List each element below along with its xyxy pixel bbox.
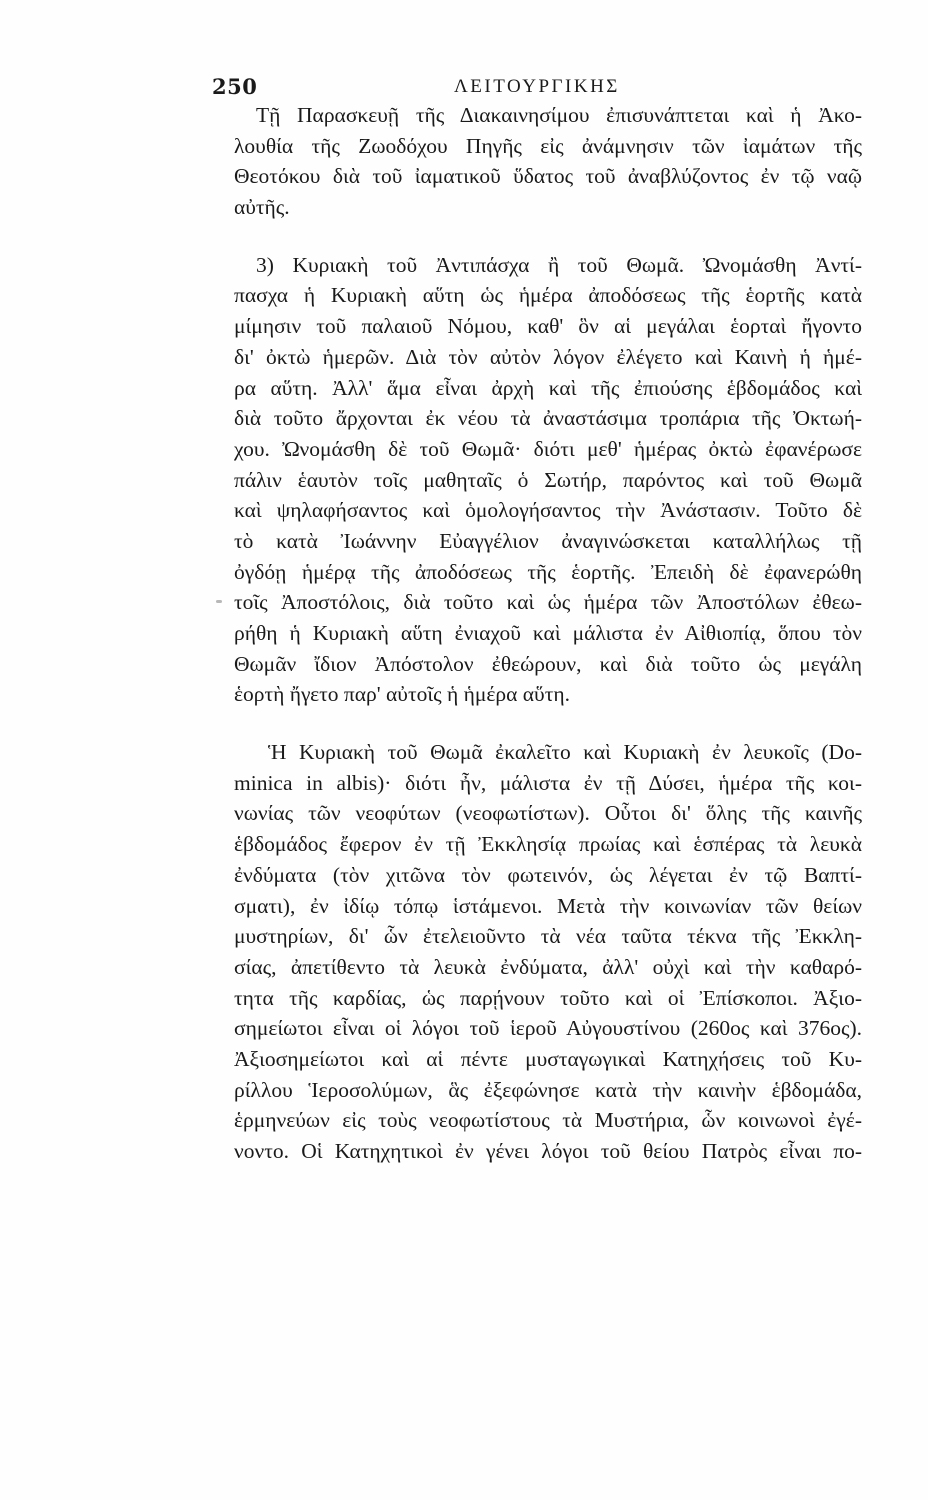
- text-line: τοῖς Ἀποστόλοις, διὰ τοῦτο καὶ ὡς ἡμέρα τῶν Ἀποστόλων ἐθεω-: [234, 590, 862, 615]
- text-line: μίμησιν τοῦ παλαιοῦ Νόμου, καθ' ὃν αἱ μεγάλαι ἑορταὶ ἤγοντο: [234, 314, 862, 339]
- text-line: χου. Ὠνομάσθη δὲ τοῦ Θωμᾶ· διότι μεθ' ἡμέρας ὀκτὼ ἐφανέρωσε: [234, 436, 862, 461]
- paragraph-gap: [234, 223, 862, 250]
- text-line: τὸ κατὰ Ἰωάννην Εὐαγγέλιον ἀναγινώσκεται καταλλήλως τῇ: [234, 528, 862, 553]
- running-title: ΛΕΙΤΟΥΡΓΙΚΗΣ: [454, 76, 620, 97]
- ink-mark: [216, 600, 222, 603]
- text-line: πασχα ἡ Κυριακὴ αὕτη ὡς ἡμέρα ἀποδόσεως τῆς ἑορτῆς κατὰ: [234, 283, 862, 308]
- text-line: νωνίας τῶν νεοφύτων (νεοφωτίστων). Οὗτοι δι' ὅλης τῆς καινῆς: [234, 801, 862, 826]
- text-line: λουθία τῆς Ζωοδόχου Πηγῆς εἰς ἀνάμνησιν τῶν ἰαμάτων τῆς: [234, 133, 862, 158]
- text-line: σημείωτοι εἶναι οἱ λόγοι τοῦ ἱεροῦ Αὐγουστίνου (260ος καὶ 376ος).: [234, 1016, 862, 1041]
- text-line: ἑορτὴ ἤγετο παρ' αὐτοῖς ἡ ἡμέρα αὕτη.: [234, 682, 570, 707]
- text-line: Θεοτόκου διὰ τοῦ ἰαματικοῦ ὕδατος τοῦ ἀναβλύζοντος ἐν τῷ ναῷ: [234, 164, 862, 189]
- text-line: τητα τῆς καρδίας, ὡς παρῄνουν τοῦτο καὶ οἱ Ἐπίσκοποι. Ἀξιο-: [234, 985, 862, 1010]
- paragraph-gap: [234, 710, 862, 737]
- text-line: ρήθη ἡ Κυριακὴ αὕτη ἐνιαχοῦ καὶ μάλιστα ἐν Αἰθιοπίᾳ, ὅπου τὸν: [234, 621, 862, 645]
- text-line: αὐτῆς.: [234, 195, 290, 220]
- text-line: ἑρμηνεύων εἰς τοὺς νεοφωτίστους τὰ Μυστήρια, ὧν κοινωνοὶ ἐγέ-: [234, 1108, 862, 1133]
- text-line: σίας, ἀπετίθεντο τὰ λευκὰ ἐνδύματα, ἀλλ' οὐχὶ καὶ τὴν καθαρό-: [234, 954, 862, 979]
- text-line: καὶ ψηλαφήσαντος καὶ ὁμολογήσαντος τὴν Ἀνάστασιν. Τοῦτο δὲ: [234, 498, 862, 523]
- text-line: ρίλλου Ἱεροσολύμων, ἃς ἐξεφώνησε κατὰ τὴν καινὴν ἑβδομάδα,: [234, 1077, 862, 1102]
- text-line: Ἀξιοσημείωτοι καὶ αἱ πέντε μυσταγωγικαὶ Κατηχήσεις τοῦ Κυ-: [234, 1046, 862, 1071]
- text-line: ἐνδύματα (τὸν χιτῶνα τὸν φωτεινόν, ὡς λέγεται ἐν τῷ Βαπτί-: [234, 862, 862, 887]
- text-line: νοντο. Οἱ Κατηχητικοὶ ἐν γένει λόγοι τοῦ θείου Πατρὸς εἶναι πο-: [234, 1139, 862, 1163]
- text-line: διὰ τοῦτο ἄρχονται ἐκ νέου τὰ ἀναστάσιμα τροπάρια τῆς Ὀκτωή-: [234, 406, 862, 431]
- page-number: 250: [212, 74, 258, 99]
- text-line: ρα αὕτη. Ἀλλ' ἅμα εἶναι ἀρχὴ καὶ τῆς ἐπιούσης ἑβδομάδος καὶ: [234, 375, 862, 400]
- text-line: σματι), ἐν ἰδίῳ τόπῳ ἱστάμενοι. Μετὰ τὴν κοινωνίαν τῶν θείων: [234, 893, 862, 918]
- body-text: [234, 100, 862, 1167]
- text-line: Ἡ Κυριακὴ τοῦ Θωμᾶ ἐκαλεῖτο καὶ Κυριακὴ ἐν λευκοῖς (Do-: [268, 740, 862, 765]
- text-line: Τῇ Παρασκευῇ τῆς Διακαινησίμου ἐπισυνάπτεται καὶ ἡ Ἀκο-: [256, 103, 862, 127]
- text-line: μυστηρίων, δι' ὧν ἐτελειοῦντο τὰ νέα ταῦτα τέκνα τῆς Ἐκκλη-: [234, 924, 862, 949]
- text-line: δι' ὀκτὼ ἡμερῶν. Διὰ τὸν αὐτὸν λόγον ἐλέγετο καὶ Καινὴ ἡ ἡμέ-: [234, 344, 862, 369]
- text-line: ὀγδόῃ ἡμέρᾳ τῆς ἀποδόσεως τῆς ἑορτῆς. Ἐπειδὴ δὲ ἐφανερώθη: [234, 559, 862, 584]
- text-line: Θωμᾶν ἴδιον Ἀπόστολον ἐθεώρουν, καὶ διὰ τοῦτο ὡς μεγάλη: [234, 651, 862, 676]
- text-line: minica in albis)· διότι ἦν, μάλιστα ἐν τῇ Δύσει, ἡμέρα τῆς κοι-: [234, 770, 862, 795]
- text-line: 3) Κυριακὴ τοῦ Ἀντιπάσχα ἢ τοῦ Θωμᾶ. Ὠνομάσθη Ἀντί-: [256, 252, 862, 277]
- text-line: ἑβδομάδος ἔφερον ἐν τῇ Ἐκκλησίᾳ πρωίας καὶ ἑσπέρας τὰ λευκὰ: [234, 832, 862, 857]
- text-line: πάλιν ἑαυτὸν τοῖς μαθηταῖς ὁ Σωτήρ, παρόντος καὶ τοῦ Θωμᾶ: [234, 467, 862, 492]
